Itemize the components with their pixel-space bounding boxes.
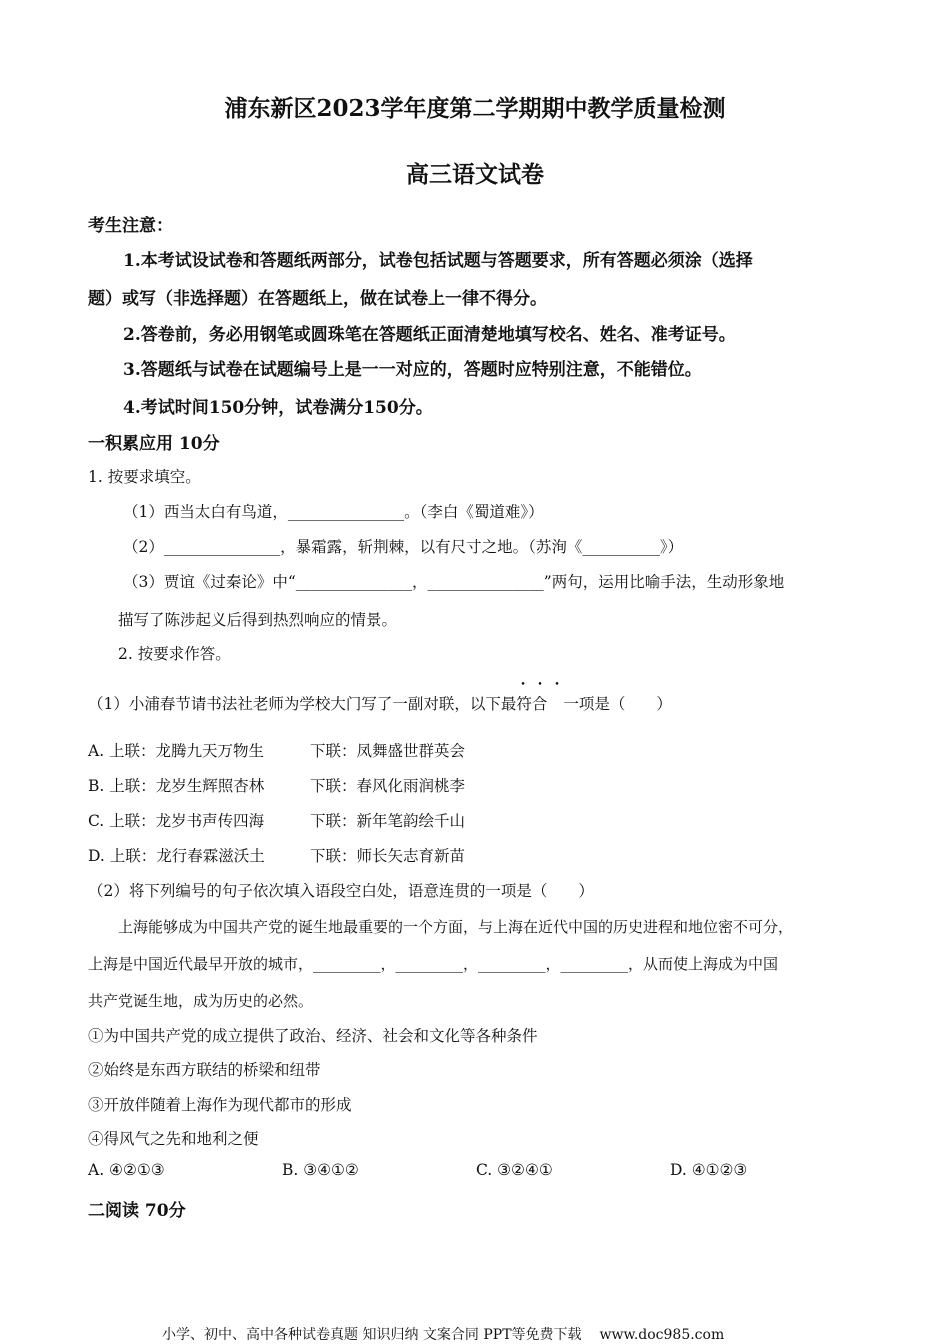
footer-caption: 小学、初中、高中各种试卷真题 知识归纳 文案合同 PPT等免费下载 bbox=[162, 1327, 582, 1343]
q1-item-2: （2）_______________，暴霜露，斩荆棘，以有尺寸之地。（苏洵《__________》） bbox=[123, 538, 684, 556]
notice-heading: 考生注意： bbox=[88, 216, 173, 236]
page-title: 浦东新区2023学年度第二学期期中教学质量检测 bbox=[224, 95, 726, 122]
footer-text bbox=[162, 1324, 724, 1344]
sentence-3: ③开放伴随着上海作为现代都市的形成 bbox=[88, 1096, 352, 1114]
option-c-left: C. 上联：龙岁书声传四海 bbox=[88, 812, 265, 830]
option-a-right: 下联：凤舞盛世群英会 bbox=[310, 742, 466, 760]
q2-sub1 bbox=[88, 692, 672, 714]
q2-stem: 2. 按要求作答。 bbox=[118, 645, 231, 663]
choice-b: B. ③④①② bbox=[282, 1161, 359, 1179]
footer-url[interactable]: www.doc985.com bbox=[599, 1327, 725, 1343]
choice-c: C. ③②④① bbox=[476, 1161, 553, 1179]
option-b-right: 下联：春风化雨润桃李 bbox=[310, 777, 466, 795]
option-a-left: A. 上联：龙腾九天万物生 bbox=[88, 742, 265, 760]
q2-sub1-after: 一项是（ ） bbox=[563, 695, 672, 713]
page-subtitle: 高三语文试卷 bbox=[406, 161, 544, 188]
choice-d: D. ④①②③ bbox=[670, 1161, 748, 1179]
notice-line-2: 2.答卷前，务必用钢笔或圆珠笔在答题纸正面清楚地填写校名、姓名、准考证号。 bbox=[123, 325, 736, 345]
q1-item-1: （1）西当太白有鸟道，_______________。（李白《蜀道难》） bbox=[123, 503, 544, 521]
section1-heading: 一积累应用 10分 bbox=[88, 434, 220, 454]
choice-a: A. ④②①③ bbox=[88, 1161, 165, 1179]
sentence-4: ④得风气之先和地利之便 bbox=[88, 1130, 259, 1148]
passage-line-2: 上海是中国近代最早开放的城市，_________，_________，_________，_________，从而使上海成为中国 bbox=[88, 955, 779, 973]
option-b-left: B. 上联：龙岁生辉照杏林 bbox=[88, 777, 265, 795]
notice-line-3: 3.答题纸与试卷在试题编号上是一一对应的，答题时应特别注意，不能错位。 bbox=[123, 360, 702, 380]
option-d-left: D. 上联：龙行春霖滋沃土 bbox=[88, 847, 265, 865]
notice-line-1b: 题）或写（非选择题）在答题纸上，做在试卷上一律不得分。 bbox=[88, 289, 547, 309]
passage-line-3: 共产党诞生地，成为历史的必然。 bbox=[88, 992, 314, 1010]
section2-heading: 二阅读 70分 bbox=[88, 1201, 186, 1221]
q1-item-3b: 描写了陈涉起义后得到热烈响应的情景。 bbox=[118, 611, 398, 629]
option-d-right: 下联：师长矢志育新苗 bbox=[310, 847, 466, 865]
q2-sub1-before: （1）小浦春节请书法社老师为学校大门写了一副对联，以下最 bbox=[88, 695, 517, 713]
q2-sub2: （2）将下列编号的句子依次填入语段空白处，语意连贯的一项是（ ） bbox=[88, 882, 594, 900]
q2-sub1-emphasis: • • • 符合 bbox=[516, 692, 547, 714]
sentence-1: ①为中国共产党的成立提供了政治、经济、社会和文化等各种条件 bbox=[88, 1027, 538, 1045]
notice-line-1: 1.本考试设试卷和答题纸两部分，试卷包括试题与答题要求，所有答题必须涂（选择 bbox=[123, 251, 753, 271]
option-c-right: 下联：新年笔韵绘千山 bbox=[310, 812, 466, 830]
q1-item-3: （3）贾谊《过秦论》中“_______________，_______________”两句，运用比喻手法，生动形象地 bbox=[123, 573, 785, 591]
notice-line-4: 4.考试时间150分钟，试卷满分150分。 bbox=[123, 398, 433, 418]
sentence-2: ②始终是东西方联结的桥梁和纽带 bbox=[88, 1061, 321, 1079]
passage-line-1: 上海能够成为中国共产党的诞生地最重要的一个方面，与上海在近代中国的历史进程和地位密不可分， bbox=[118, 918, 794, 936]
q1-stem: 1. 按要求填空。 bbox=[88, 468, 201, 486]
